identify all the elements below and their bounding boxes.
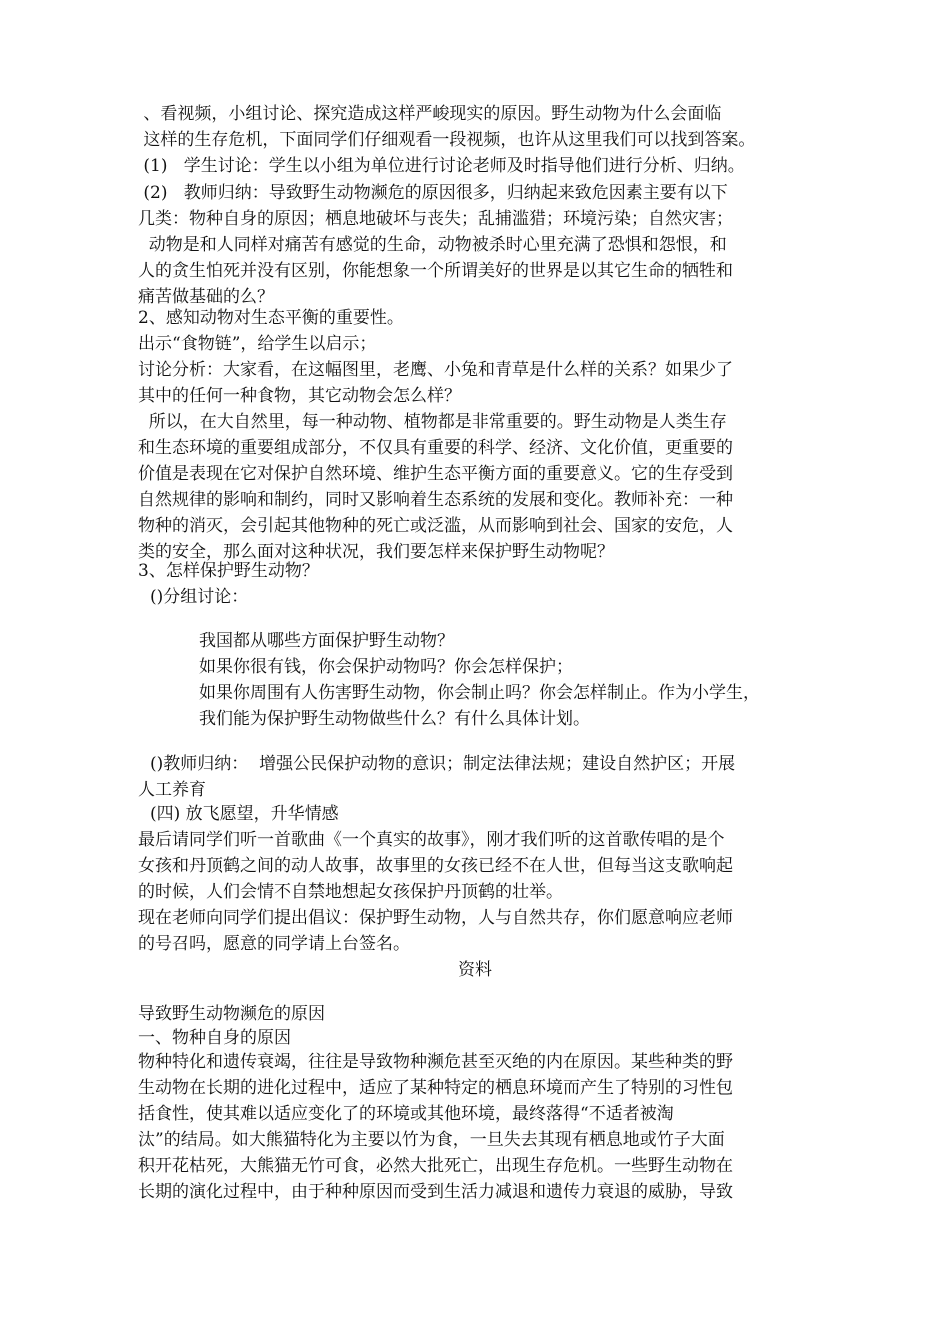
section-3-heading: 3、怎样保护野生动物？ <box>138 561 319 581</box>
intro-line-12: 其中的任何一种食物，其它动物会怎么样？ <box>138 386 461 406</box>
part4-heading: (四) 放飞愿望，升华情感 <box>150 804 339 824</box>
intro-line-10: 出示“食物链”，给学生以启示； <box>138 334 377 354</box>
intro-line-16: 自然规律的影响和制约，同时又影响着生态系统的发展和变化。教师补充：一种 <box>138 490 733 510</box>
intro-line-3: (1) 学生讨论：学生以小组为单位进行讨论老师及时指导他们进行分析、归纳。 <box>138 156 745 176</box>
part4-line-2: 女孩和丹顶鹤之间的动人故事，故事里的女孩已经不在人世，但每当这支歌响起 <box>138 856 733 876</box>
part4-line-3: 的时候，人们会情不自禁地想起女孩保护丹顶鹤的壮举。 <box>138 882 563 902</box>
appendix-subheading: 一、物种自身的原因 <box>138 1028 291 1048</box>
intro-line-8: 痛苦做基础的么？ <box>138 287 274 307</box>
question-3: 如果你周围有人伤害野生动物，你会制止吗？你会怎样制止。作为小学生， <box>199 683 760 703</box>
intro-line-11: 讨论分析：大家看，在这幅图里，老鹰、小兔和青草是什么样的关系？如果少了 <box>138 360 733 380</box>
section-2-heading: 2、感知动物对生态平衡的重要性。 <box>138 308 404 328</box>
group-discussion-heading: ()分组讨论： <box>150 587 249 607</box>
appendix-line-6: 长期的演化过程中，由于种种原因而受到生活力减退和遗传力衰退的威胁，导致 <box>138 1182 733 1202</box>
summary-line-2: 人工养育 <box>138 780 206 800</box>
question-4: 我们能为保护野生动物做些什么？有什么具体计划。 <box>199 709 590 729</box>
intro-line-4: (2) 教师归纳：导致野生动物濒危的原因很多，归纳起来致危因素主要有以下 <box>138 183 728 203</box>
intro-line-6: 动物是和人同样对痛苦有感觉的生命，动物被杀时心里充满了恐惧和怨恨，和 <box>138 235 727 255</box>
intro-line-18: 类的安全，那么面对这种状况，我们要怎样来保护野生动物呢？ <box>138 542 614 562</box>
appendix-line-3: 括食性，使其难以适应变化了的环境或其他环境，最终落得“不适者被淘 <box>138 1104 674 1124</box>
intro-line-7: 人的贪生怕死并没有区别，你能想象一个所谓美好的世界是以其它生命的牺牲和 <box>138 261 733 281</box>
appendix-title: 资料 <box>458 960 492 980</box>
intro-line-15: 价值是表现在它对保护自然环境、维护生态平衡方面的重要意义。它的生存受到 <box>138 464 733 484</box>
part4-line-5: 的号召吗，愿意的同学请上台签名。 <box>138 934 410 954</box>
appendix-heading: 导致野生动物濒危的原因 <box>138 1004 325 1024</box>
intro-line-13: 所以，在大自然里，每一种动物、植物都是非常重要的。野生动物是人类生存 <box>138 412 727 432</box>
part4-line-4: 现在老师向同学们提出倡议：保护野生动物，人与自然共存，你们愿意响应老师 <box>138 908 733 928</box>
intro-line-5: 几类：物种自身的原因；栖息地破坏与丧失；乱捕滥猎；环境污染；自然灾害； <box>138 209 733 229</box>
question-2: 如果你很有钱，你会保护动物吗？你会怎样保护； <box>199 657 573 677</box>
intro-line-14: 和生态环境的重要组成部分，不仅具有重要的科学、经济、文化价值，更重要的 <box>138 438 733 458</box>
intro-line-17: 物种的消灭，会引起其他物种的死亡或泛滥，从而影响到社会、国家的安危，人 <box>138 516 733 536</box>
part4-line-1: 最后请同学们听一首歌曲《一个真实的故事》，刚才我们听的这首歌传唱的是个 <box>138 830 725 850</box>
appendix-line-2: 生动物在长期的进化过程中，适应了某种特定的栖息环境而产生了特别的习性包 <box>138 1078 733 1098</box>
summary-line-1: ()教师归纳： 增强公民保护动物的意识；制定法律法规；建设自然护区；开展 <box>150 754 736 774</box>
appendix-line-5: 积开花枯死，大熊猫无竹可食，必然大批死亡，出现生存危机。一些野生动物在 <box>138 1156 733 1176</box>
intro-line-1: 、看视频，小组讨论、探究造成这样严峻现实的原因。野生动物为什么会面临 <box>138 104 722 124</box>
question-1: 我国都从哪些方面保护野生动物？ <box>199 631 454 651</box>
intro-line-2: 这样的生存危机，下面同学们仔细观看一段视频，也许从这里我们可以找到答案。 <box>138 130 756 150</box>
appendix-line-1: 物种特化和遗传衰竭，往往是导致物种濒危甚至灭绝的内在原因。某些种类的野 <box>138 1052 733 1072</box>
appendix-line-4: 汰”的结局。如大熊猫特化为主要以竹为食，一旦失去其现有栖息地或竹子大面 <box>138 1130 725 1150</box>
